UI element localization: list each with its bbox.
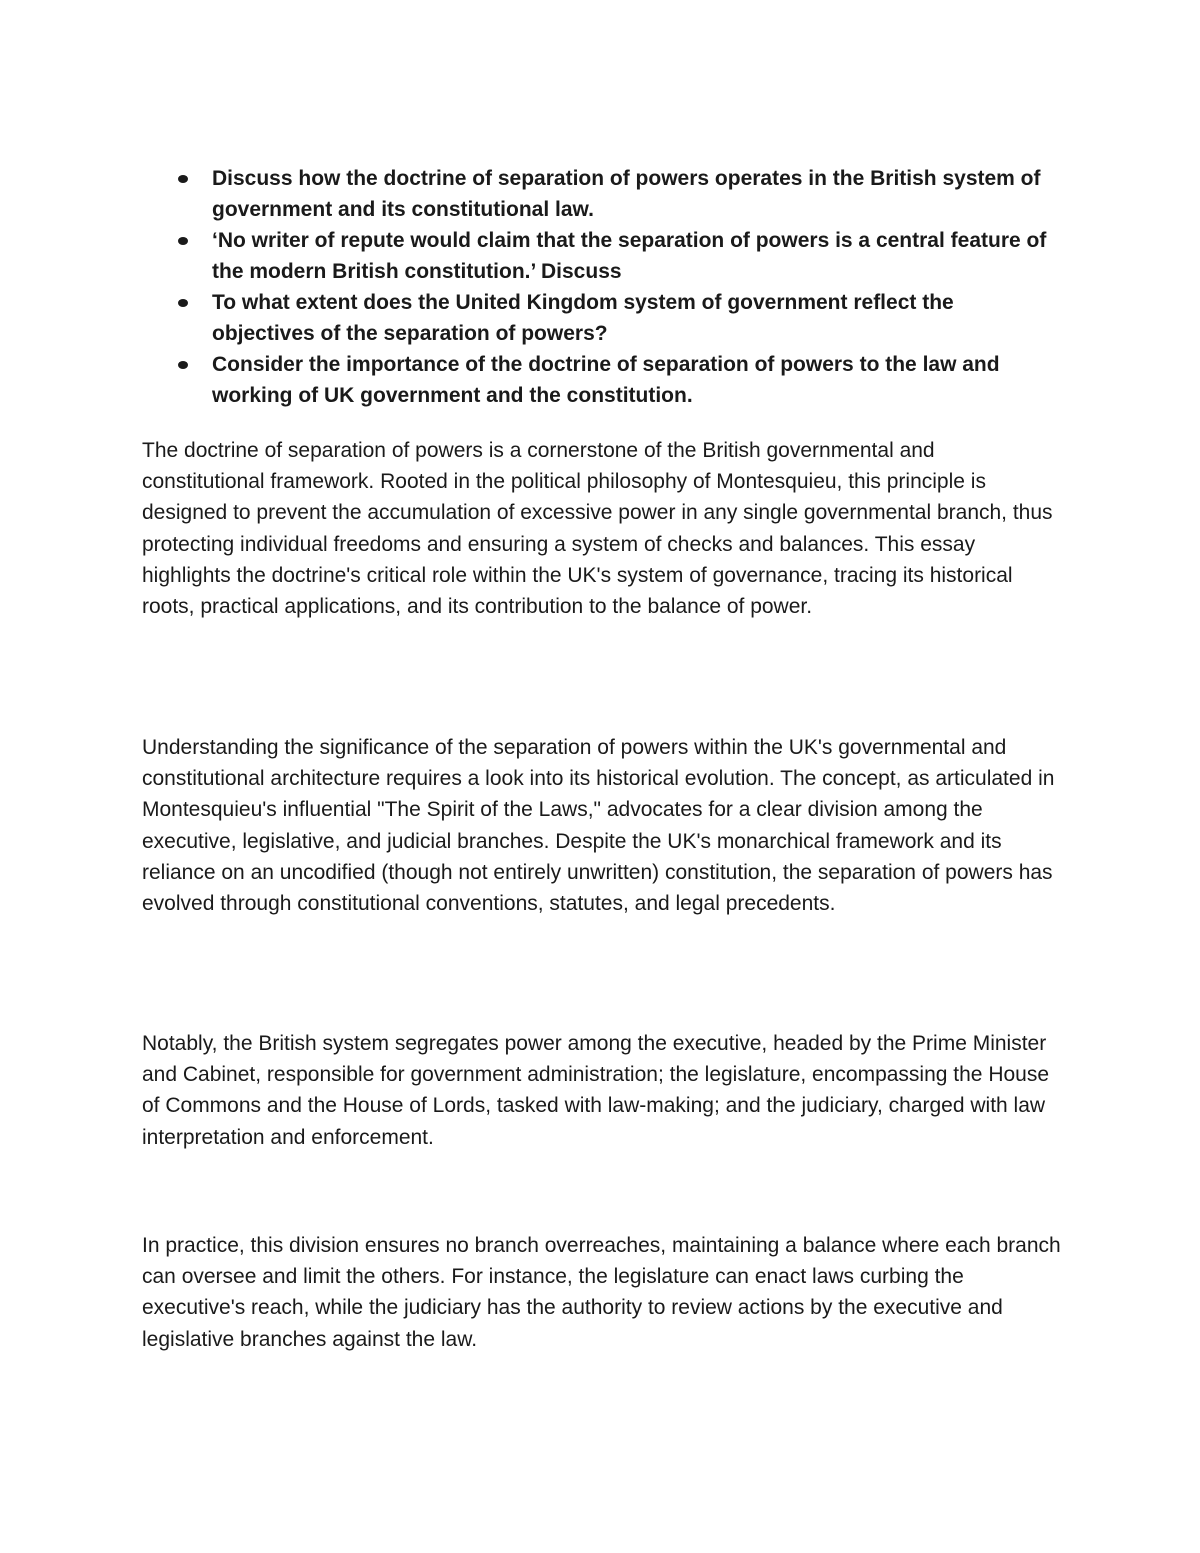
- question-item: [142, 163, 1062, 225]
- question-text: Discuss how the doctrine of separation of powers operates in the British system of government and its constitutional law.: [212, 167, 1041, 221]
- bullet-icon: [178, 299, 188, 307]
- question-text: Consider the importance of the doctrine of separation of powers to the law and working of UK government and the constitution.: [212, 353, 1000, 407]
- question-item: [142, 225, 1062, 287]
- history-paragraph: Understanding the significance of the separation of powers within the UK's governmental and constitutional architecture requires a look into its historical evolution. The concept, as articulated in Montesquieu's influential "The Spirit of the Laws," advocates for a clear division among the executive, legislative, and judicial branches. Despite the UK's monarchical framework and its reliance on an uncodified (though not entirely unwritten) constitution, the separation of powers has evolved through constitutional conventions, statutes, and legal precedents.: [142, 736, 1055, 916]
- bullet-icon: [178, 237, 188, 245]
- practice-paragraph: In practice, this division ensures no branch overreaches, maintaining a balance where each branch can oversee and limit the others. For instance, the legislature can enact laws curbing the executive's reach, while the judiciary has the authority to review actions by the executive and legislative branches against the law.: [142, 1234, 1061, 1351]
- intro-paragraph: The doctrine of separation of powers is a cornerstone of the British governmental and constitutional framework. Rooted in the political philosophy of Montesquieu, this principle is designed to prevent the accumulation of excessive power in any single governmental branch, thus protecting individual freedoms and ensuring a system of checks and balances. This essay highlights the doctrine's critical role within the UK's system of governance, tracing its historical roots, practical applications, and its contribution to the balance of power.: [142, 439, 1053, 619]
- bullet-icon: [178, 361, 188, 369]
- question-item: [142, 287, 1062, 349]
- question-text: To what extent does the United Kingdom system of government reflect the objectives of the separation of powers?: [212, 291, 954, 345]
- question-item: [142, 349, 1062, 411]
- branches-paragraph: Notably, the British system segregates power among the executive, headed by the Prime Minister and Cabinet, responsible for government administration; the legislature, encompassing the House of Commons and the House of Lords, tasked with law-making; and the judiciary, charged with law interpretation and enforcement.: [142, 1032, 1050, 1149]
- bullet-icon: [178, 175, 188, 183]
- essay-questions-list: [142, 163, 1062, 411]
- question-text: ‘No writer of repute would claim that the separation of powers is a central feature of the modern British constitution.’ Discuss: [212, 229, 1047, 283]
